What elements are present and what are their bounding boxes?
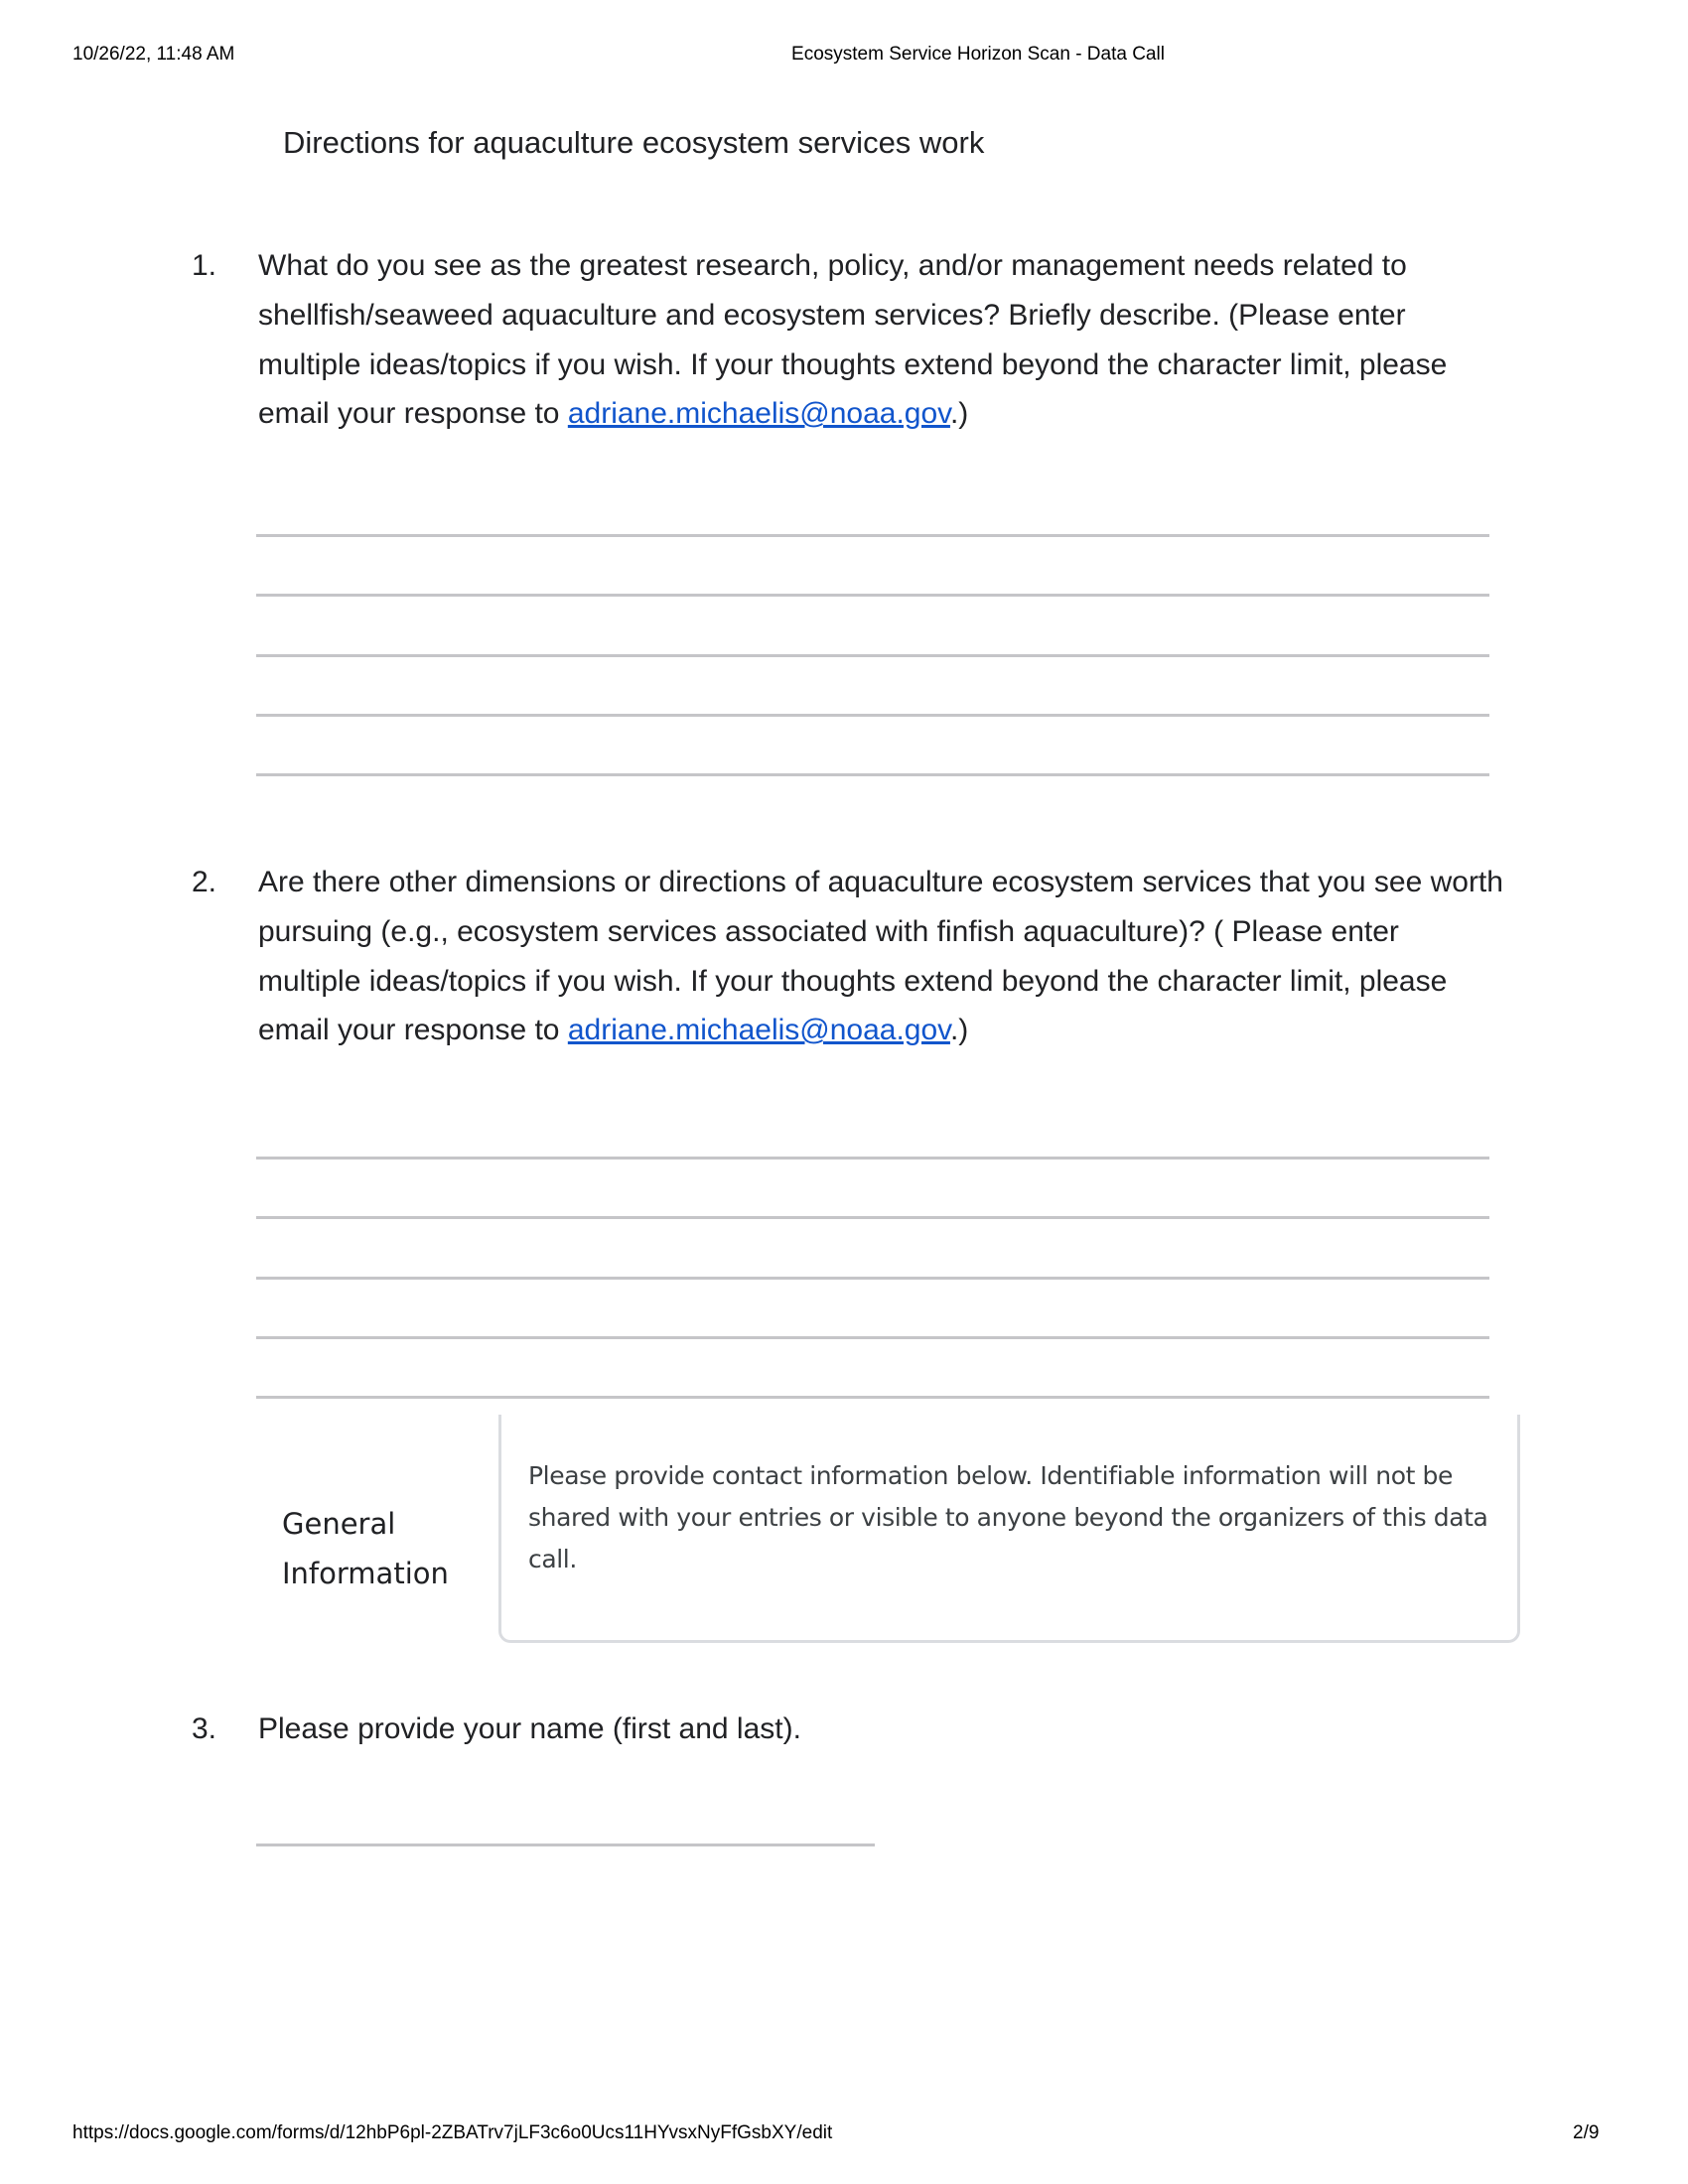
question-text: [258, 858, 1509, 1055]
answer-line: [256, 1396, 1489, 1399]
answer-line: [256, 594, 1489, 597]
answer-line: [256, 1843, 875, 1846]
email-link[interactable]: adriane.michaelis@noaa.gov: [567, 1014, 950, 1047]
section-title: Directions for aquaculture ecosystem services work: [283, 125, 985, 160]
answer-line: [256, 654, 1489, 657]
answer-line: [256, 714, 1489, 717]
answer-line: [256, 1277, 1489, 1280]
question-number: 3.: [192, 1712, 217, 1745]
email-link[interactable]: adriane.michaelis@noaa.gov: [567, 397, 950, 431]
question-number: 1.: [192, 249, 217, 282]
print-doc-title: Ecosystem Service Horizon Scan - Data Call: [791, 44, 1165, 65]
print-url: https://docs.google.com/forms/d/12hbP6pl-2ZBATrv7jLF3c6o0Ucs11HYvsxNyFfGsbXY/edit: [72, 2122, 833, 2143]
answer-line: [256, 1336, 1489, 1339]
question-text-tail: .): [949, 397, 969, 431]
question-text-tail: .): [949, 1014, 969, 1047]
answer-line: [256, 1157, 1489, 1160]
question-number: 2.: [192, 866, 217, 898]
question-text: [258, 241, 1509, 439]
question-text-body: What do you see as the greatest research, policy, and/or management needs related to shellfish/seaweed aquaculture and ecosystem services? Briefly describe. (Please enter multiple ideas/topics if you wish. If your thoughts extend beyond the character limit, please email your response to: [258, 249, 1448, 431]
general-information-label: General Information: [282, 1507, 449, 1590]
answer-line: [256, 773, 1489, 776]
page-number: 2/9: [1573, 2122, 1600, 2143]
general-information-description: Please provide contact information below. Identifiable information will not be shared with your entries or visible to anyone beyond the organizers of this data call.: [528, 1461, 1488, 1573]
print-date: 10/26/22, 11:48 AM: [72, 44, 235, 65]
answer-line: [256, 1216, 1489, 1219]
question-text-body: Are there other dimensions or directions of aquaculture ecosystem services that you see worth pursuing (e.g., ecosystem services associated with finfish aquaculture)? ( Please enter multiple ideas/topics if you wish. If your thoughts extend beyond the character limit, please email your response to: [258, 866, 1503, 1047]
question-text: Please provide your name (first and last).: [258, 1712, 801, 1745]
answer-line: [256, 534, 1489, 537]
